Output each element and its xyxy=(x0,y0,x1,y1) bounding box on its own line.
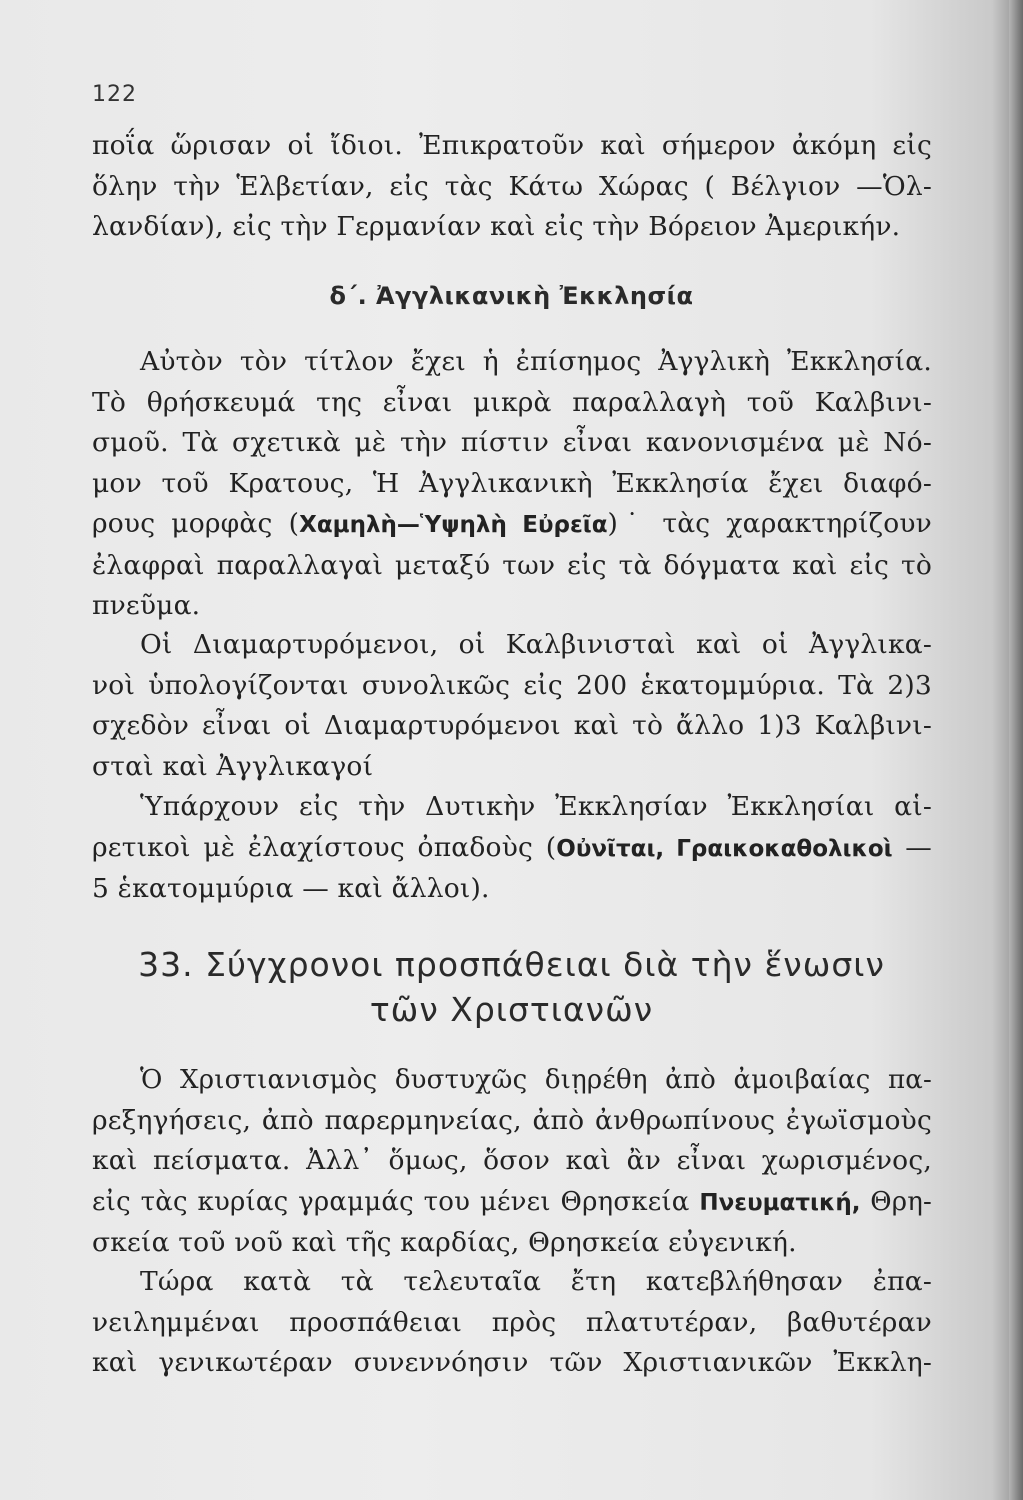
text-line: σμοῦ. Τὰ σχετικὰ μὲ τὴν πίστιν εἶναι κανονισμένα μὲ Νό- xyxy=(92,427,932,458)
text-fragment: ρους μορφὰς ( xyxy=(92,508,300,539)
section-heading: δ΄. Ἀγγλικανικὴ Ἐκκλησία xyxy=(329,282,694,310)
text-line: ποΐα ὥρισαν οἱ ἴδιοι. Ἐπικρατοῦν καὶ σήμερον ἀκόμη εἰς xyxy=(92,130,932,161)
text-fragment: ρετικοὶ μὲ ἐλαχίστους ὀπαδοὺς ( xyxy=(92,831,557,863)
emphasis-text: Πνευματική, xyxy=(699,1189,861,1216)
text-line: 5 ἑκατομμύρια — καὶ ἄλλοι). xyxy=(92,873,490,904)
paragraph-2 xyxy=(92,342,932,627)
text-line: Τώρα κατὰ τὰ τελευταῖα ἔτη κατεβλήθησαν ἐπα- xyxy=(140,1266,932,1297)
text-line xyxy=(92,828,932,870)
text-line: Οἱ Διαμαρτυρόμενοι, οἱ Καλβινισταὶ καὶ οἱ Ἀγγλικα- xyxy=(140,629,932,660)
text-line: Ὁ Χριστιανισμὸς δυστυχῶς διῃρέθη ἀπὸ ἀμοιβαίας πα- xyxy=(140,1065,932,1095)
text-line: Αὐτὸν τὸν τίτλον ἔχει ἡ ἐπίσημος Ἀγγλικὴ Ἐκκλησία. xyxy=(140,346,932,377)
chapter-heading-line-2: τῶν Χριστιανῶν xyxy=(369,990,654,1029)
text-fragment: )˙ τὰς χαρακτηρίζουν xyxy=(607,508,932,539)
text-line: ἐλαφραὶ παραλλαγαὶ μεταξύ των εἰς τὰ δόγματα καὶ εἰς τὸ xyxy=(92,549,932,581)
paragraph-5 xyxy=(92,1060,932,1264)
text-line: καὶ γενικωτέραν συνεννόησιν τῶν Χριστιανικῶν Ἐκκλη- xyxy=(92,1347,932,1378)
text-line: νοὶ ὑπολογίζονται συνολικῶς εἰς 200 ἑκατομμύρια. Τὰ 2)3 xyxy=(92,669,932,701)
text-line: Ὑπάρχουν εἰς τὴν Δυτικὴν Ἐκκλησίαν Ἐκκλησίαι αἱ- xyxy=(140,791,932,822)
text-line: σχεδὸν εἶναι οἱ Διαμαρτυρόμενοι καὶ τὸ ἄλλο 1)3 Καλβινι- xyxy=(92,710,932,741)
page-number: 122 xyxy=(92,82,137,107)
text-line: ρεξηγήσεις, ἀπὸ παρερμηνείας, ἀπὸ ἀνθρωπίνους ἐγωϊσμοὺς xyxy=(92,1104,932,1136)
paragraph-6 xyxy=(92,1262,932,1384)
text-line: μον τοῦ Κρατους, Ἡ Ἀγγλικανικὴ Ἐκκλησία ἔχει διαφό- xyxy=(92,467,932,499)
paragraph-1 xyxy=(92,126,932,248)
emphasis-text: Οὐνῖται, Γραικοκαθολικοὶ xyxy=(556,835,893,862)
paragraph-4 xyxy=(92,787,932,910)
text-line xyxy=(92,504,932,546)
text-line: σκεία τοῦ νοῦ καὶ τῆς καρδίας, Θρησκεία εὐγενική. xyxy=(92,1227,797,1258)
chapter-heading-line-1: 33. Σύγχρονοι προσπάθειαι διὰ τὴν ἕνωσιν xyxy=(138,945,885,984)
text-fragment: Θρη- xyxy=(860,1186,932,1217)
text-line: νειλημμέναι προσπάθειαι πρὸς πλατυτέραν, βαθυτέραν xyxy=(92,1306,932,1338)
text-fragment: εἰς τὰς κυρίας γραμμάς του μένει Θρησκεία xyxy=(92,1186,700,1217)
text-line: πνεῦμα. xyxy=(92,590,201,621)
text-line: καὶ πείσματα. Ἀλλ᾽ ὅμως, ὅσον καὶ ἂν εἶναι χωρισμένος, xyxy=(92,1145,932,1176)
text-line: λανδίαν), εἰς τὴν Γερμανίαν καὶ εἰς τὴν Βόρειον Ἀμερικήν. xyxy=(92,211,901,242)
paragraph-3 xyxy=(92,625,932,787)
emphasis-text: Χαμηλὴ—Ὑψηλὴ Εὐρεῖα xyxy=(299,512,608,538)
text-line: σταὶ καὶ Ἀγγλικαγοί xyxy=(92,750,374,782)
text-line: ὅλην τὴν Ἑλβετίαν, εἰς τὰς Κάτω Χώρας ( Βέλγιον —Ὁλ- xyxy=(92,170,932,202)
text-line: Τὸ θρήσκευμά της εἶναι μικρὰ παραλλαγὴ τοῦ Καλβινι- xyxy=(92,386,932,418)
page-edge-shadow xyxy=(1009,0,1023,1500)
text-fragment: — xyxy=(892,831,932,863)
text-line xyxy=(92,1182,932,1224)
